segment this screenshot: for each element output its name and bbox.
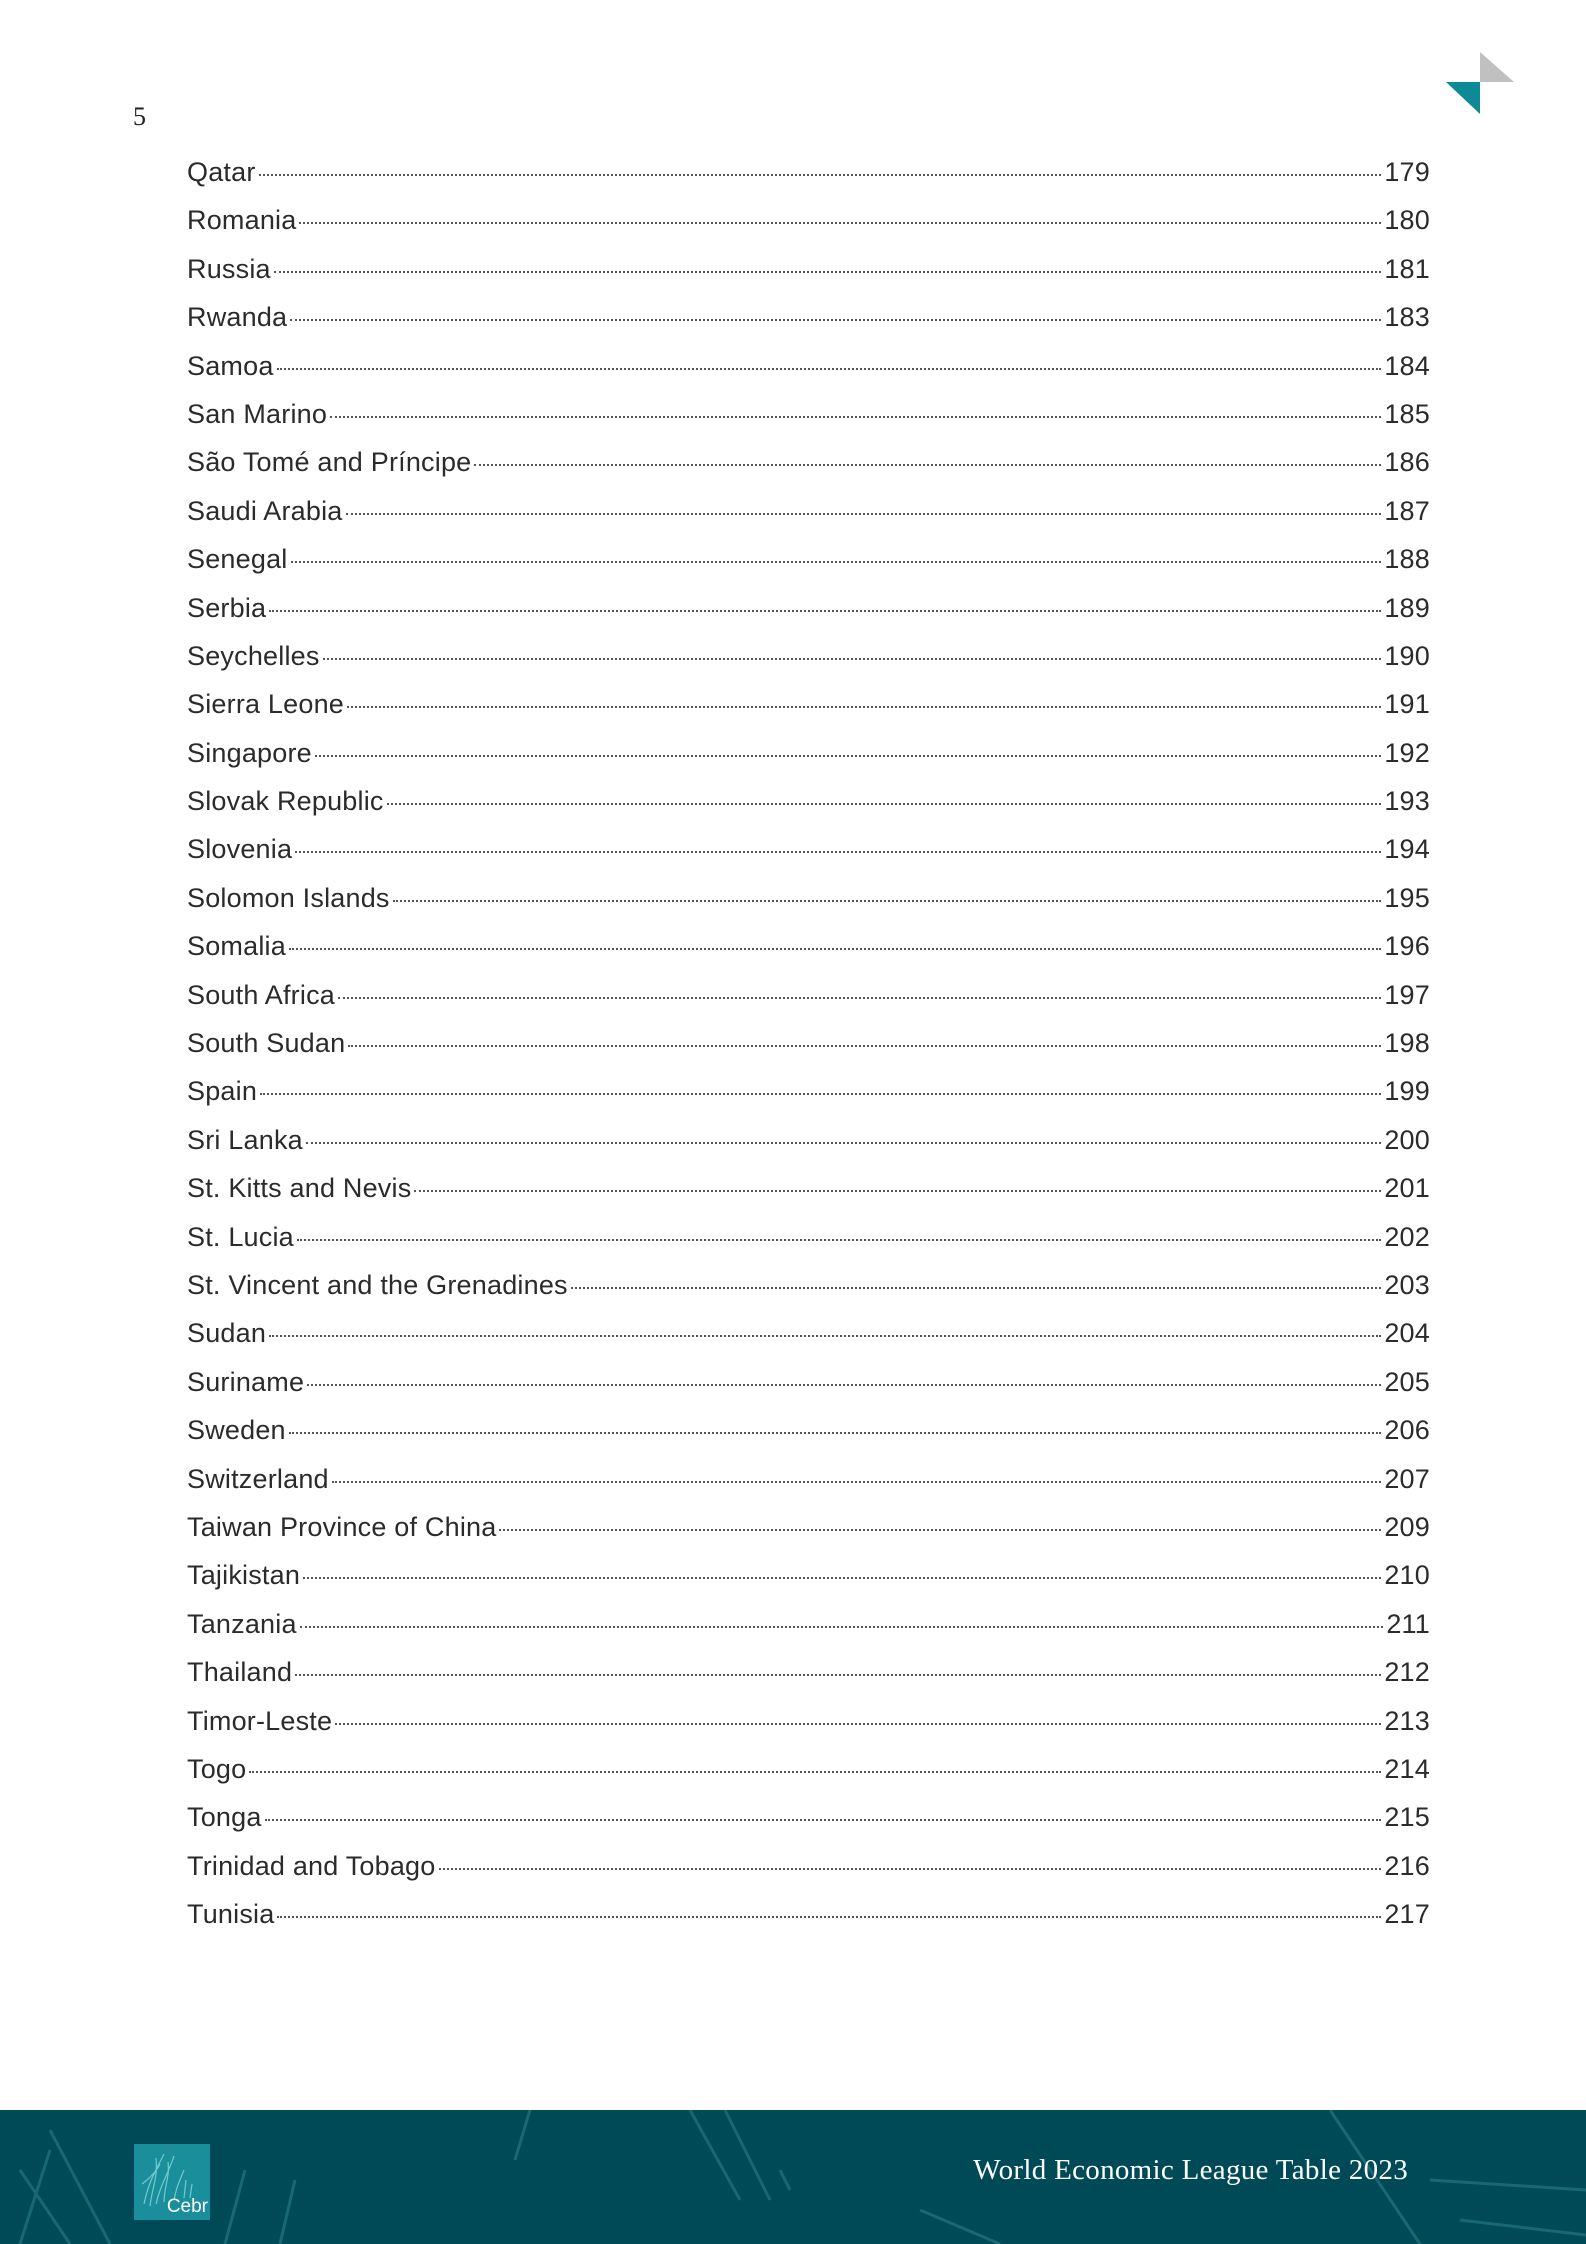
toc-entry-page: 190 xyxy=(1384,640,1430,671)
toc-entry[interactable] xyxy=(187,157,1430,205)
toc-entry-page: 195 xyxy=(1384,882,1430,913)
toc-entry-page: 187 xyxy=(1384,495,1430,526)
toc-dot-leader xyxy=(414,1190,1381,1192)
toc-entry-page: 183 xyxy=(1384,302,1430,333)
toc-entry[interactable] xyxy=(187,834,1430,882)
toc-entry[interactable] xyxy=(187,1125,1430,1173)
toc-entry-page: 212 xyxy=(1384,1657,1430,1688)
toc-entry-name: St. Kitts and Nevis xyxy=(187,1173,412,1204)
toc-dot-leader xyxy=(249,1771,1381,1773)
toc-dot-leader xyxy=(300,1626,1384,1628)
toc-dot-leader xyxy=(269,610,1381,612)
toc-entry-name: Tunisia xyxy=(187,1899,275,1930)
toc-dot-leader xyxy=(393,900,1382,902)
toc-dot-leader xyxy=(499,1529,1381,1531)
toc-dot-leader xyxy=(571,1287,1382,1289)
toc-entry-name: Thailand xyxy=(187,1657,293,1688)
toc-entry[interactable] xyxy=(187,447,1430,495)
toc-entry-page: 206 xyxy=(1384,1415,1430,1446)
toc-entry[interactable] xyxy=(187,1754,1430,1802)
toc-dot-leader xyxy=(307,1384,1381,1386)
toc-entry-name: San Marino xyxy=(187,398,328,429)
toc-entry-page: 217 xyxy=(1384,1899,1430,1930)
toc-entry[interactable] xyxy=(187,1899,1430,1947)
toc-dot-leader xyxy=(338,997,1381,999)
page-footer xyxy=(0,2110,1586,2244)
toc-entry-name: Switzerland xyxy=(187,1463,329,1494)
toc-entry[interactable] xyxy=(187,1560,1430,1608)
toc-dot-leader xyxy=(348,1045,1381,1047)
toc-entry-page: 210 xyxy=(1384,1560,1430,1591)
toc-entry-page: 186 xyxy=(1384,447,1430,478)
toc-dot-leader xyxy=(295,1674,1381,1676)
toc-entry-name: Suriname xyxy=(187,1366,305,1397)
toc-entry-name: Sierra Leone xyxy=(187,689,345,720)
toc-dot-leader xyxy=(260,1093,1381,1095)
toc-entry-name: South Sudan xyxy=(187,1028,346,1059)
toc-dot-leader xyxy=(299,222,1381,224)
toc-entry-page: 199 xyxy=(1384,1076,1430,1107)
toc-entry-name: Sri Lanka xyxy=(187,1124,303,1155)
toc-entry[interactable] xyxy=(187,931,1430,979)
toc-dot-leader xyxy=(306,1142,1381,1144)
toc-entry-name: Tonga xyxy=(187,1802,262,1833)
page-number: 5 xyxy=(133,102,146,131)
toc-entry-page: 202 xyxy=(1384,1221,1430,1252)
toc-entry-page: 200 xyxy=(1384,1124,1430,1155)
toc-entry[interactable] xyxy=(187,689,1430,737)
toc-entry-page: 179 xyxy=(1384,157,1430,187)
toc-entry[interactable] xyxy=(187,1464,1430,1512)
toc-dot-leader xyxy=(303,1577,1381,1579)
toc-dot-leader xyxy=(277,1916,1381,1918)
toc-entry-page: 191 xyxy=(1384,689,1430,720)
cebr-logo-text: Cebr xyxy=(166,2196,208,2217)
toc-dot-leader xyxy=(269,1335,1381,1337)
toc-dot-leader xyxy=(387,803,1382,805)
toc-entry-page: 216 xyxy=(1384,1850,1430,1881)
toc-entry-page: 189 xyxy=(1384,592,1430,623)
toc-dot-leader xyxy=(330,416,1381,418)
toc-entry-page: 196 xyxy=(1384,931,1430,962)
toc-entry-page: 181 xyxy=(1384,253,1430,284)
toc-dot-leader xyxy=(290,319,1381,321)
toc-entry-name: Serbia xyxy=(187,592,267,623)
toc-entry-name: Singapore xyxy=(187,737,312,768)
toc-dot-leader xyxy=(289,948,1381,950)
toc-entry-name: Russia xyxy=(187,253,271,284)
toc-entry-page: 214 xyxy=(1384,1753,1430,1784)
toc-entry-page: 198 xyxy=(1384,1028,1430,1059)
toc-entry[interactable] xyxy=(187,544,1430,592)
toc-entry-name: Tajikistan xyxy=(187,1560,301,1591)
toc-entry[interactable] xyxy=(187,786,1430,834)
toc-entry-name: Timor-Leste xyxy=(187,1705,333,1736)
toc-entry-page: 203 xyxy=(1384,1269,1430,1300)
toc-entry[interactable] xyxy=(187,254,1430,302)
toc-dot-leader xyxy=(335,1723,1381,1725)
toc-entry[interactable] xyxy=(187,1076,1430,1124)
toc-entry-name: Seychelles xyxy=(187,640,320,671)
toc-entry[interactable] xyxy=(187,593,1430,641)
toc-entry[interactable] xyxy=(187,1270,1430,1318)
toc-dot-leader xyxy=(474,464,1381,466)
toc-dot-leader xyxy=(274,271,1382,273)
toc-dot-leader xyxy=(265,1819,1382,1821)
toc-entry-name: Somalia xyxy=(187,931,286,962)
toc-entry[interactable] xyxy=(187,205,1430,253)
toc-entry-page: 193 xyxy=(1384,786,1430,817)
table-of-contents xyxy=(187,157,1430,1947)
toc-dot-leader xyxy=(347,706,1381,708)
cebr-logo xyxy=(134,2144,210,2220)
toc-entry[interactable] xyxy=(187,1657,1430,1705)
toc-entry[interactable] xyxy=(187,1851,1430,1899)
footer-title: World Economic League Table 2023 xyxy=(973,2154,1408,2186)
toc-entry-name: Tanzania xyxy=(187,1608,297,1639)
toc-entry-name: Slovak Republic xyxy=(187,786,384,817)
toc-entry-name: Spain xyxy=(187,1076,258,1107)
toc-entry[interactable] xyxy=(187,351,1430,399)
toc-entry-name: Togo xyxy=(187,1753,247,1784)
toc-dot-leader xyxy=(323,658,1382,660)
toc-entry-page: 205 xyxy=(1384,1366,1430,1397)
toc-entry-page: 209 xyxy=(1384,1511,1430,1542)
toc-dot-leader xyxy=(346,513,1382,515)
toc-entry[interactable] xyxy=(187,1367,1430,1415)
toc-entry[interactable] xyxy=(187,641,1430,689)
toc-dot-leader xyxy=(295,851,1381,853)
toc-dot-leader xyxy=(259,174,1382,176)
toc-entry-page: 184 xyxy=(1384,350,1430,381)
toc-entry[interactable] xyxy=(187,980,1430,1028)
toc-entry-page: 185 xyxy=(1384,398,1430,429)
toc-entry-page: 215 xyxy=(1384,1802,1430,1833)
toc-entry-name: Samoa xyxy=(187,350,274,381)
toc-entry[interactable] xyxy=(187,1609,1430,1657)
toc-entry-name: Sweden xyxy=(187,1415,286,1446)
toc-entry-page: 211 xyxy=(1386,1608,1430,1639)
toc-entry[interactable] xyxy=(187,1028,1430,1076)
toc-entry-name: Solomon Islands xyxy=(187,882,390,913)
toc-dot-leader xyxy=(277,368,1382,370)
toc-dot-leader xyxy=(297,1239,1381,1241)
toc-entry-name: Trinidad and Tobago xyxy=(187,1850,436,1881)
toc-entry[interactable] xyxy=(187,1318,1430,1366)
toc-entry[interactable] xyxy=(187,1173,1430,1221)
toc-dot-leader xyxy=(291,561,1382,563)
toc-entry-name: Slovenia xyxy=(187,834,293,865)
toc-dot-leader xyxy=(315,755,1381,757)
toc-entry-page: 194 xyxy=(1384,834,1430,865)
toc-entry[interactable] xyxy=(187,1512,1430,1560)
toc-entry[interactable] xyxy=(187,738,1430,786)
toc-entry-name: Sudan xyxy=(187,1318,267,1349)
toc-entry-name: São Tomé and Príncipe xyxy=(187,447,472,478)
toc-entry-name: South Africa xyxy=(187,979,335,1010)
toc-entry-page: 213 xyxy=(1384,1705,1430,1736)
toc-entry-page: 192 xyxy=(1384,737,1430,768)
toc-entry[interactable] xyxy=(187,496,1430,544)
toc-entry-page: 201 xyxy=(1384,1173,1430,1204)
toc-entry-name: Romania xyxy=(187,205,297,236)
toc-entry-name: St. Vincent and the Grenadines xyxy=(187,1269,568,1300)
toc-entry-page: 188 xyxy=(1384,544,1430,575)
toc-dot-leader xyxy=(439,1868,1382,1870)
toc-entry-name: Taiwan Province of China xyxy=(187,1511,497,1542)
toc-entry-name: St. Lucia xyxy=(187,1221,294,1252)
toc-entry[interactable] xyxy=(187,302,1430,350)
toc-entry-name: Rwanda xyxy=(187,302,288,333)
toc-entry-page: 180 xyxy=(1384,205,1430,236)
toc-entry-name: Qatar xyxy=(187,157,256,187)
toc-entry-name: Senegal xyxy=(187,544,288,575)
toc-entry-page: 207 xyxy=(1384,1463,1430,1494)
toc-entry[interactable] xyxy=(187,1415,1430,1463)
toc-entry-page: 197 xyxy=(1384,979,1430,1010)
toc-dot-leader xyxy=(332,1481,1382,1483)
toc-entry[interactable] xyxy=(187,1802,1430,1850)
toc-entry[interactable] xyxy=(187,883,1430,931)
toc-entry[interactable] xyxy=(187,1706,1430,1754)
toc-entry[interactable] xyxy=(187,1222,1430,1270)
toc-entry[interactable] xyxy=(187,399,1430,447)
toc-entry-page: 204 xyxy=(1384,1318,1430,1349)
corner-triangles-icon xyxy=(1446,52,1514,114)
toc-dot-leader xyxy=(289,1432,1382,1434)
toc-entry-name: Saudi Arabia xyxy=(187,495,343,526)
